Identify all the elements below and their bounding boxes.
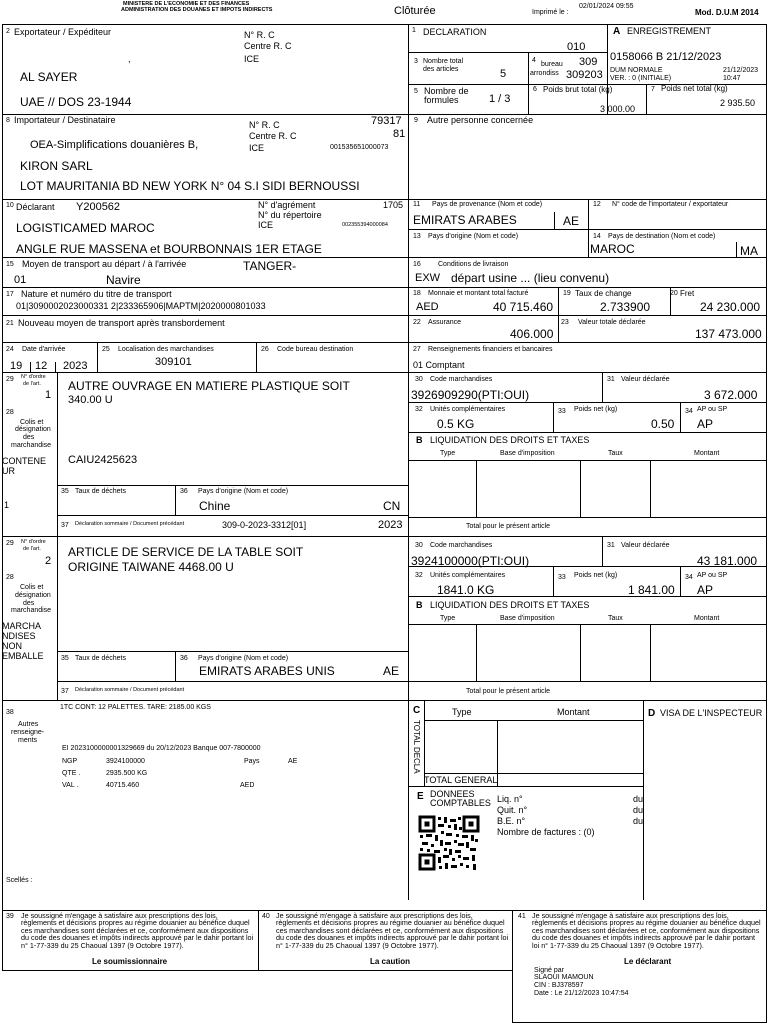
art1-origine-number: 36	[180, 488, 188, 495]
art2-total-label: Total pour le présent article	[466, 688, 551, 695]
freight-value: 24 230.000	[700, 300, 761, 314]
qr-code-icon	[418, 815, 480, 871]
box2-centre-label: Centre R. C	[244, 41, 292, 51]
signature-date: Date : Le 21/12/2023 10:47:54	[534, 990, 629, 997]
footer-40-number: 40	[262, 913, 270, 920]
importer-ice: 001535651000073	[330, 144, 389, 151]
printed-label: Imprimé le :	[532, 9, 569, 16]
destination-code: MA	[740, 244, 758, 258]
box22-label: Assurance	[428, 319, 462, 326]
art2-colis-1: MARCHA	[2, 621, 42, 631]
box24-number: 24	[6, 346, 14, 353]
exporter-address: UAE // DOS 23-1944	[20, 95, 132, 109]
box9-number: 9	[414, 117, 418, 124]
box19-label: Taux de change	[575, 289, 632, 298]
boxC-montant-header: Montant	[557, 707, 590, 717]
footer-41-number: 41	[518, 913, 526, 920]
art2-colis-2: NDISES	[2, 631, 36, 641]
val-label: VAL .	[62, 782, 79, 789]
footer-39-number: 39	[6, 913, 14, 920]
signed-by-label: Signé par	[534, 967, 564, 974]
art2-ap-value: AP	[697, 583, 714, 597]
art2-net-weight: 1 841.00	[628, 583, 675, 597]
boxE-label-1: DONNEES	[430, 789, 475, 799]
box8-centre-label: Centre R. C	[249, 131, 297, 141]
be-number-label: B.E. n°	[497, 816, 526, 826]
arrival-month: 12	[35, 360, 48, 372]
box8-label: Importateur / Destinataire	[14, 115, 116, 125]
box38-label-2: renseigne-	[11, 729, 45, 736]
box8-number: 8	[6, 117, 10, 124]
art1-total-label: Total pour le présent article	[466, 523, 551, 530]
box16-label: Conditions de livraison	[438, 261, 509, 268]
val-value: 40715.460	[106, 782, 140, 789]
box2-ice-label: ICE	[244, 54, 260, 64]
boxD-letter: D	[648, 708, 656, 719]
box17-label: Nature et numéro du titre de transport	[21, 289, 172, 299]
box17-number: 17	[6, 291, 14, 298]
box1-label: DECLARATION	[423, 27, 487, 37]
boxC-type-header: Type	[452, 707, 472, 717]
box15-label: Moyen de transport au départ / à l'arrivée	[22, 259, 187, 269]
box25-number: 25	[102, 346, 110, 353]
inspector-visa-label: VISA DE L'INSPECTEUR	[660, 708, 763, 718]
liq-du-label: du	[633, 794, 644, 804]
dum-type: DUM NORMALE	[610, 67, 663, 74]
box2-number: 2	[6, 28, 10, 35]
art1-declared-value: 3 672.000	[704, 388, 758, 402]
invoice-count: Nombre de factures : (0)	[497, 827, 595, 837]
box4-number: 4	[532, 57, 536, 64]
art1-colis-label-2: désignation	[15, 426, 51, 433]
art1-montant-header: Montant	[694, 450, 720, 457]
box5-label-1: Nombre de	[424, 86, 469, 96]
declared-total-value: 137 473.000	[695, 327, 762, 341]
box12-number: 12	[593, 201, 601, 208]
box4-label-bureau: bureau	[541, 61, 563, 68]
box5-number: 5	[414, 88, 418, 95]
box3-number: 3	[414, 58, 418, 65]
art1-decl-number: 37	[61, 522, 69, 529]
importer-rc: 79317	[371, 115, 402, 127]
box20-label: Fret	[680, 289, 695, 298]
footer-41-text: Je soussigné m'engage à satisfaire aux prescriptions des lois, règlements et décisions propres au régime douanier au bénéfice duquel ces marchandises sont déclarées et ce, conformément aux dispositions du code des douanes et impôts indirects approuvé par le dahir portant loi n° 1-77-339 du 25 Chaoual 1397 (9 Octobre 1977).	[532, 911, 761, 950]
art2-ap-label: AP ou SP	[697, 572, 728, 579]
goods-location: 309101	[155, 356, 192, 368]
art1-decl-doc: 309-0-2023-3312[01]	[222, 520, 307, 530]
box9-label: Autre personne concernée	[427, 115, 534, 125]
ministry-line-2: ADMINISTRATION DES DOUANES ET IMPOTS INDIRECTS	[121, 7, 273, 13]
be-du-label: du	[633, 816, 644, 826]
box21-number: 21	[6, 320, 14, 327]
art1-valeur-number: 31	[607, 376, 615, 383]
gross-weight: 3 000.00	[600, 104, 636, 114]
art2-code-label: Code marchandises	[430, 542, 493, 549]
payment-terms: 01 Comptant	[413, 360, 465, 370]
qte-value: 2935.500 KG	[106, 770, 148, 777]
art1-net-weight: 0.50	[651, 417, 675, 431]
box20-number: 20	[670, 290, 678, 297]
art2-origin-country: EMIRATS ARABES UNIS	[199, 664, 335, 678]
insurance-value: 406.000	[510, 327, 554, 341]
quit-number-label: Quit. n°	[497, 805, 528, 815]
art1-unites-label: Unités complémentaires	[430, 406, 506, 413]
registration-date: 21/12/2023	[723, 67, 759, 74]
box7-number: 7	[651, 86, 655, 93]
art2-origin-code: AE	[383, 664, 400, 678]
art1-ap-label: AP ou SP	[697, 406, 728, 413]
art1-ordre-label-1: N° d'ordre	[21, 374, 46, 380]
box15-number: 15	[6, 261, 14, 268]
declarant-address: ANGLE RUE MASSENA et BOURBONNAIS 1ER ETAGE	[16, 242, 322, 256]
provenance-code: AE	[563, 214, 580, 228]
art2-ordre-number: 29	[6, 540, 14, 547]
art1-dechets-label: Taux de déchets	[75, 488, 126, 495]
art1-colis-2: UR	[2, 466, 15, 476]
exporter-name: AL SAYER	[20, 70, 78, 84]
transport-code: 01	[14, 274, 27, 286]
art1-type-header: Type	[440, 450, 456, 457]
art2-ordre-label-1: N° d'ordre	[21, 539, 46, 545]
box38-label-3: ments	[18, 737, 38, 744]
art1-ap-number: 34	[685, 408, 693, 415]
caution-label: La caution	[370, 957, 411, 966]
incoterm-desc: départ usine ... (lieu convenu)	[451, 271, 610, 285]
box18-number: 18	[413, 290, 421, 297]
net-weight: 2 935.50	[720, 98, 756, 108]
art2-poids-label: Poids net (kg)	[574, 572, 618, 579]
declarant-signature-label: Le déclarant	[624, 957, 672, 966]
transport-mode: Navire	[106, 273, 141, 287]
box12-label: N° code de l'importateur / exportateur	[612, 201, 729, 208]
declarant-ice: 002355394000084	[342, 222, 388, 228]
box7-label: Poids net total (kg)	[661, 84, 728, 93]
box19-number: 19	[563, 290, 571, 297]
box11-number: 11	[413, 201, 421, 208]
boxC-letter: C	[413, 705, 421, 716]
box38-number: 38	[6, 709, 14, 716]
invoice-currency: AED	[416, 301, 439, 313]
ngp-label: NGP	[62, 758, 78, 765]
declarant-name: LOGISTICAMED MAROC	[16, 221, 155, 235]
box13-label: Pays d'origine (Nom et code)	[428, 233, 519, 240]
art2-colis-number: 28	[6, 574, 14, 581]
boxA-label: ENREGISTREMENT	[627, 26, 712, 36]
art1-liq-label: LIQUIDATION DES DROITS ET TAXES	[430, 435, 590, 445]
tc-info: 1TC CONT: 12 PALETTES. TARE: 2185.00 KGS	[60, 704, 211, 711]
ei-info: EI 2023100000001329669 du 20/12/2023 Banque 007-7800000	[62, 745, 261, 752]
art2-colis-4: EMBALLE	[2, 651, 44, 661]
val-currency: AED	[240, 782, 255, 789]
art2-origine-number: 36	[180, 655, 188, 662]
art2-dechets-label: Taux de déchets	[75, 655, 126, 662]
art1-origine-label: Pays d'origine (Nom et code)	[198, 488, 289, 495]
art1-colis-label-4: marchandise	[11, 442, 52, 449]
status-label: Clôturée	[394, 5, 436, 17]
footer-39-text: Je soussigné m'engage à satisfaire aux prescriptions des lois, règlements et décisions propres au régime douanier au bénéfice duquel ces marchandises sont déclarées et ce, conformément aux dispositions du code des douanes et impôts indirects approuvé par le dahir portant loi n° 1-77-339 du 25 Chaoual 1397 (9 Octobre 1977).	[21, 911, 254, 950]
art2-ordre-label-2: de l'art.	[23, 546, 41, 552]
arrival-day: 19	[10, 360, 23, 372]
art2-desc-1: ARTICLE DE SERVICE DE LA TABLE SOIT	[68, 545, 304, 559]
box27-number: 27	[413, 346, 421, 353]
box23-number: 23	[561, 319, 569, 326]
box3-label-1: Nombre total	[423, 58, 464, 65]
importer-oea: OEA-Simplifications douanières B,	[30, 139, 199, 151]
box8-ice-label: ICE	[249, 143, 265, 153]
box26-number: 26	[261, 346, 269, 353]
art2-unites-label: Unités complémentaires	[430, 572, 506, 579]
art2-dechets-number: 35	[61, 655, 69, 662]
art2-unites-number: 32	[415, 572, 423, 579]
incoterm-code: EXW	[415, 272, 441, 284]
box21-label: Nouveau moyen de transport après transbordement	[18, 318, 225, 328]
footer-40-text: Je soussigné m'engage à satisfaire aux prescriptions des lois, règlements et décisions propres au régime douanier au bénéfice duquel ces marchandises sont déclarées et ce, conformément aux dispositions du code des douanes et impôts indirects approuvé par le dahir portant loi n° 1-77-339 du 25 Chaoual 1397 (9 Octobre 1977).	[276, 911, 509, 950]
art1-code-label: Code marchandises	[430, 376, 493, 383]
liq-number-label: Liq. n°	[497, 794, 523, 804]
scelles-label: Scellés :	[6, 877, 33, 884]
art1-decl-year: 2023	[378, 519, 403, 531]
art2-valeur-number: 31	[607, 542, 615, 549]
art1-origin-code: CN	[383, 499, 401, 513]
art2-desc-2: ORIGINE TAIWANE 4468.00 U	[68, 560, 234, 574]
art2-units: 1841.0 KG	[437, 583, 495, 597]
art2-liq-label: LIQUIDATION DES DROITS ET TAXES	[430, 600, 590, 610]
art2-decl-number: 37	[61, 688, 69, 695]
art1-colis-label-3: des	[23, 434, 35, 441]
pays-label: Pays	[244, 758, 260, 765]
art2-colis-3: NON	[2, 641, 22, 651]
box2-rc-label: N° R. C	[244, 30, 275, 40]
formules-count: 1 / 3	[489, 93, 511, 105]
art1-code-number: 30	[415, 376, 423, 383]
art1-colis-1: CONTENE	[2, 456, 47, 466]
art1-units: 0.5 KG	[437, 417, 475, 431]
box2-comma: ,	[128, 54, 131, 64]
art1-ordre-number: 29	[6, 376, 14, 383]
signer-cin: CIN : BJ378597	[534, 982, 584, 989]
box22-number: 22	[413, 319, 421, 326]
box23-label: Valeur totale déclarée	[578, 319, 646, 326]
box5-label-2: formules	[424, 95, 459, 105]
pays-value: AE	[288, 758, 298, 765]
art2-decl-label: Déclaration sommaire / Document précédant	[75, 687, 185, 693]
art1-unites-number: 32	[415, 406, 423, 413]
importer-address: LOT MAURITANIA BD NEW YORK N° 04 S.I SIDI BERNOUSSI	[20, 179, 360, 193]
art1-container: CAIU2425623	[68, 454, 138, 466]
box14-label: Pays de destination (Nom et code)	[608, 233, 716, 240]
box11-label: Pays de provenance (Nom et code)	[432, 201, 543, 208]
box10-number: 10	[6, 202, 14, 209]
art1-colis-label-1: Colis et	[20, 419, 44, 426]
declaration-code: 010	[567, 41, 586, 53]
art2-liq-letter: B	[416, 600, 423, 610]
art2-colis-label-1: Colis et	[20, 584, 44, 591]
signer-name: SLAOUI MAMOUN	[534, 974, 594, 981]
art1-desc-1: AUTRE OUVRAGE EN MATIERE PLASTIQUE SOIT	[68, 379, 350, 393]
box6-number: 6	[533, 86, 537, 93]
art1-colis-number: 28	[6, 409, 14, 416]
box6-label: Poids brut total (kg)	[543, 85, 613, 94]
art1-base-header: Base d'imposition	[500, 450, 555, 457]
art2-colis-label-2: désignation	[15, 592, 51, 599]
model-label: Mod. D.U.M 2014	[695, 8, 759, 17]
art2-hs-code: 3924100000(PTI:OUI)	[411, 554, 530, 568]
art1-origin-country: Chine	[199, 499, 231, 513]
box16-number: 16	[413, 261, 421, 268]
invoice-total: 40 715.460	[493, 300, 554, 314]
art2-ap-number: 34	[685, 574, 693, 581]
box18-label: Monnaie et montant total facturé	[428, 290, 529, 297]
soumissionnaire-label: Le soumissionnaire	[92, 957, 168, 966]
boxE-letter: E	[417, 791, 424, 802]
boxC-vertical-label: TOTAL DECLA	[412, 720, 421, 774]
printed-date: 02/01/2024 09:55	[579, 3, 634, 10]
art2-montant-header: Montant	[694, 615, 720, 622]
importer-centre: 81	[393, 128, 406, 140]
total-general-label: TOTAL GENERAL	[424, 775, 498, 785]
art2-valeur-label: Valeur déclarée	[621, 542, 670, 549]
art2-ordre: 2	[45, 555, 52, 567]
art2-colis-label-3: des	[23, 600, 35, 607]
ministry-line-1: MINISTERE DE L'ECONOMIE ET DES FINANCES	[123, 1, 250, 7]
box26-label: Code bureau destination	[277, 346, 354, 353]
art1-taux-header: Taux	[608, 450, 623, 457]
boxE-label-2: COMPTABLES	[430, 798, 491, 808]
box14-number: 14	[593, 233, 601, 240]
art1-poids-number: 33	[558, 408, 566, 415]
art1-poids-label: Poids net (kg)	[574, 406, 618, 413]
box38-label-1: Autres	[18, 721, 39, 728]
ngp-value: 3924100000	[106, 758, 145, 765]
art2-code-number: 30	[415, 542, 423, 549]
repertoire-label: N° du répertoire	[258, 210, 322, 220]
box3-label-2: des articles	[423, 66, 459, 73]
box27-label: Renseignements financiers et bancaires	[428, 346, 553, 353]
box25-label: Localisation des marchandises	[118, 346, 214, 353]
art1-dechets-number: 35	[61, 488, 69, 495]
art1-liq-letter: B	[416, 435, 423, 445]
arrival-year: 2023	[63, 360, 88, 372]
art1-dechets-value: 1	[4, 500, 10, 510]
registration-time: 10:47	[723, 75, 741, 82]
art1-ordre: 1	[45, 389, 52, 401]
declarant-ice-label: ICE	[258, 220, 274, 230]
exchange-rate: 2.733900	[600, 300, 651, 314]
art2-declared-value: 43 181.000	[697, 554, 758, 568]
art2-origine-label: Pays d'origine (Nom et code)	[198, 655, 289, 662]
box13-number: 13	[413, 233, 421, 240]
box1-number: 1	[412, 27, 416, 34]
total-articles: 5	[500, 68, 507, 80]
quit-du-label: du	[633, 805, 644, 815]
agrement-number: 1705	[383, 200, 404, 210]
registration-number: 0158066 B 21/12/2023	[610, 51, 722, 63]
box8-rc-label: N° R. C	[249, 120, 280, 130]
art1-valeur-label: Valeur déclarée	[621, 376, 670, 383]
box4-label-arr: arrondiss	[530, 70, 559, 77]
arrondissement-code: 309203	[566, 69, 603, 81]
dum-version: VER. : 0 (INITIALE)	[610, 75, 672, 82]
art2-taux-header: Taux	[608, 615, 623, 622]
art2-type-header: Type	[440, 615, 456, 622]
transport-place: TANGER-	[243, 259, 297, 273]
qte-label: QTE .	[62, 770, 81, 777]
agrement-label: N° d'agrément	[258, 200, 316, 210]
art1-ordre-label-2: de l'art.	[23, 381, 41, 387]
box24-label: Date d'arrivée	[22, 346, 66, 353]
art2-base-header: Base d'imposition	[500, 615, 555, 622]
art1-decl-label: Déclaration sommaire / Document précédant	[75, 521, 185, 527]
box10-label: Déclarant	[16, 202, 55, 212]
art2-colis-label-4: marchandise	[11, 607, 52, 614]
declarant-code: Y200562	[76, 201, 121, 213]
destination-country: MAROC	[590, 242, 635, 256]
art1-desc-2: 340.00 U	[68, 394, 113, 406]
bureau-code: 309	[579, 56, 598, 68]
importer-name: KIRON SARL	[20, 159, 93, 173]
box2-label: Exportateur / Expéditeur	[14, 27, 112, 37]
art1-hs-code: 3926909290(PTI:OUI)	[411, 388, 530, 402]
art2-poids-number: 33	[558, 574, 566, 581]
transport-title: 01|3090002023000331 2|233365906|MAPTM|2020000801033	[16, 301, 266, 311]
boxA-letter: A	[613, 26, 621, 37]
art1-ap-value: AP	[697, 417, 714, 431]
provenance-country: EMIRATS ARABES	[413, 213, 517, 227]
